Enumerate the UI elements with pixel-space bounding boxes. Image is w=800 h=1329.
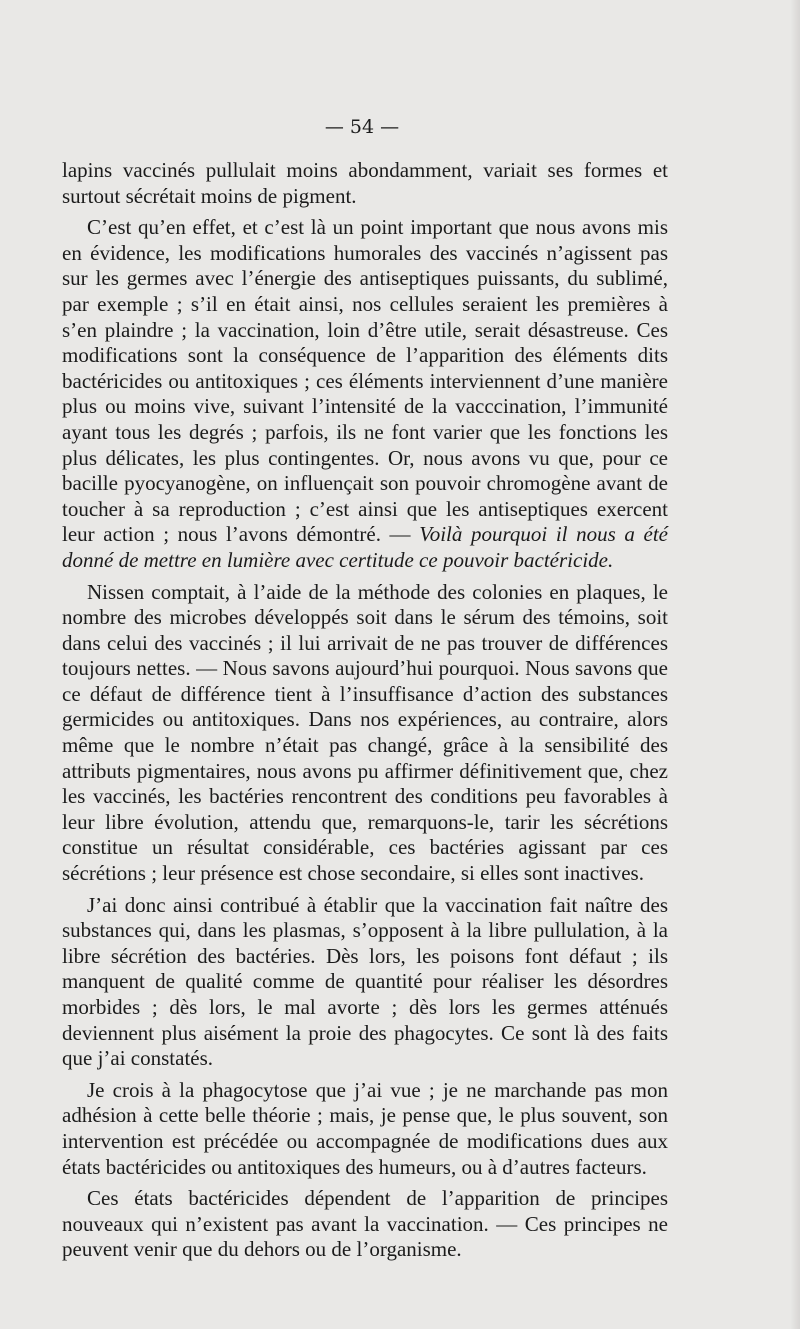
paragraph-humoral-modifications xyxy=(62,215,668,573)
paragraph-vaccination-substances: J’ai donc ainsi contribué à établir que la vaccination fait naître des substances qui, dans les plasmas, s’opposent à la libre pullulation, à la libre sécrétion des bactéries. Dès lors, les poisons font défaut ; ils manquent de qualité comme de quantité pour réaliser les désordres morbides ; dès lors, le mal avorte ; dès lors les germes atténués deviennent plus aisément la proie des phagocytes. Ce sont là des faits que j’ai constatés. xyxy=(62,892,668,1071)
paragraph-bactericidal-states: Ces états bactéricides dépendent de l’apparition de principes nouveaux qui n’existent pas avant la vaccination. — Ces principes ne peuvent venir que du dehors ou de l’organisme. xyxy=(62,1186,668,1262)
paragraph-phagocytosis: Je crois à la phagocytose que j’ai vue ; je ne marchande pas mon adhésion à cette belle théorie ; mais, je pense que, le plus souvent, son intervention est précédée ou accompagnée de modifications dues aux états bactéricides ou antitoxiques des humeurs, ou à d’autres facteurs. xyxy=(62,1077,668,1179)
body-text xyxy=(62,158,668,1269)
page-number: — 54 — xyxy=(324,116,400,138)
paragraph-continuation: lapins vaccinés pullulait moins abondamment, variait ses formes et surtout sécrétait moins de pigment. xyxy=(62,158,668,208)
italic-conclusion: Voilà pourquoi il nous a été donné de mettre en lumière avec certitude ce pouvoir bactéricide. xyxy=(62,522,669,572)
page-edge-shadow xyxy=(790,0,800,1329)
paragraph-nissen: Nissen comptait, à l’aide de la méthode des colonies en plaques, le nombre des microbes développés soit dans le sérum des témoins, soit dans celui des vaccinés ; il lui arrivait de ne pas trouver de différences toujours nettes. — Nous savons aujourd’hui pourquoi. Nous savons que ce défaut de différence tient à l’insuffisance d’action des substances germicides ou antitoxiques. Dans nos expériences, au contraire, alors même que le nombre n’était pas changé, grâce à la sensibilité des attributs pigmentaires, nous avons pu affirmer définitivement que, chez les vaccinés, les bactéries rencontrent des conditions peu favorables à leur libre évolution, attendu que, remarquons-le, tarir les sécrétions constitue un résultat considérable, ces bactéries agissant par ces sécrétions ; leur présence est chose secondaire, si elles sont inactives. xyxy=(62,579,668,886)
paragraph-text: C’est qu’en effet, et c’est là un point important que nous avons mis en évidence, les modifications humorales des vaccinés n’agissent pas sur les germes avec l’énergie des antiseptiques puissants, du sublimé, par exemple ; s’il en était ainsi, nos cellules seraient les premières à s’en plaindre ; la vaccination, loin d’être utile, serait désastreuse. Ces modifications sont la conséquence de l’apparition des éléments dits bactéricides ou antitoxiques ; ces éléments interviennent d’une manière plus ou moins vive, suivant l’intensité de la vacccination, l’immunité ayant tous les degrés ; parfois, ils ne font varier que les fonctions les plus délicates, les plus contingentes. Or, nous avons vu que, pour ce bacille pyocyanogène, on influençait son pouvoir chromogène avant de toucher à sa reproduction ; c’est ainsi que les antiseptiques exercent leur action ; nous l’avons démontré. — xyxy=(62,215,668,547)
